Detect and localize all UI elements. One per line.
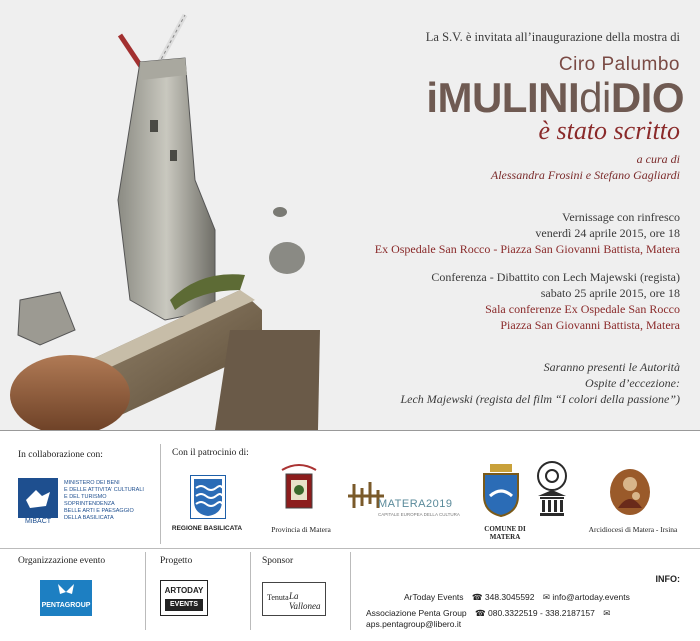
vernissage-date: venerdì 24 aprile 2015, ore 18 (535, 226, 680, 240)
info-label: INFO: (655, 574, 680, 584)
mibact-text (64, 480, 144, 522)
mibact-line-6: DELLA BASILICATA (64, 515, 114, 521)
mibact-logo (18, 478, 58, 518)
vernissage-title: Vernissage con rinfresco (562, 210, 680, 224)
valloneа-logo (262, 582, 326, 616)
provincia-caption: Provincia di Matera (271, 525, 331, 534)
artoday-logo (160, 580, 208, 616)
unesco-logo (535, 460, 569, 518)
mibact-line-5: BELLE ARTI E PAESAGGIO (64, 508, 134, 514)
arcidiocesi-caption: Arcidiocesi di Matera - Irsina (588, 525, 678, 534)
sponsor-text-b: La Valloneа (289, 591, 321, 611)
sponsor-text-a: Tenuta (267, 593, 289, 602)
info1-mail[interactable]: info@artoday.events (552, 592, 630, 602)
exhibition-title (426, 74, 684, 122)
conference-date: sabato 25 aprile 2015, ore 18 (540, 286, 680, 300)
exhibition-subtitle: è stato scritto (538, 116, 680, 145)
regione-basilicata-logo (190, 475, 226, 519)
conference-place-2: Piazza San Giovanni Battista, Matera (500, 318, 680, 332)
footer-mid-divider (0, 548, 700, 549)
patron-label: Con il patrocinio di: (172, 448, 249, 458)
artoday-text-a: ARTODAY (164, 586, 204, 595)
vernissage-place: Ex Ospedale San Rocco - Piazza San Giovanni Battista, Matera (374, 242, 680, 256)
mibact-line-1: MINISTERO DEI BENI (64, 480, 120, 486)
matera2019-sub: CAPITALE EUROPEA DELLA CULTURA (378, 512, 460, 517)
conference-title: Conferenza - Dibattito con Lech Majewski (regista) (431, 270, 680, 284)
mail-icon: ✉ (603, 608, 611, 618)
info2-phone: 080.3322519 - 338.2187157 (488, 608, 595, 618)
title-part-a: iMULINI (426, 74, 580, 121)
mibact-line-4: SOPRINTENDENZA (64, 501, 115, 507)
curators: Alessandra Frosini e Stefano Gagliardi (490, 168, 680, 182)
artist-name: Ciro Palumbo (558, 54, 680, 75)
comune-matera-logo (480, 462, 522, 518)
divider-2 (145, 552, 146, 630)
pentagroup-logo (40, 580, 92, 616)
provincia-crest-icon (278, 462, 320, 516)
note-guest-name: Lech Majewski (regista del film “I colori della passione”) (400, 392, 680, 406)
comune-crest-icon (480, 462, 522, 518)
unesco-temple-icon (535, 460, 569, 518)
info1-name: ArToday Events (404, 592, 464, 602)
arcidiocesi-logo (608, 468, 652, 516)
info2-name: Associazione Penta Group (366, 608, 467, 618)
regione-caption: REGIONE BASILICATA (171, 525, 243, 532)
mibact-line-2: E DELLE ATTIVITA' CULTURALI (64, 487, 144, 493)
mail-icon: ✉ (542, 592, 551, 602)
phone-icon: ☎ (471, 592, 483, 602)
curated-label: a cura di (636, 152, 680, 166)
provincia-matera-logo (278, 462, 320, 516)
comune-caption: COMUNE DI MATERA (484, 525, 526, 541)
org-label: Organizzazione evento (18, 556, 106, 566)
mibact-emblem-icon (18, 478, 58, 518)
footer-band (0, 430, 700, 641)
mibact-name: MiBACT (24, 518, 52, 525)
butterfly-icon (40, 580, 92, 600)
divider-3 (250, 552, 251, 630)
regione-shield-icon (191, 476, 225, 518)
footer-top-divider (0, 430, 700, 431)
matera2019-caption: MATERA2019 (378, 498, 453, 510)
mibact-line-3: E DEL TURISMO (64, 494, 107, 500)
info2-mail[interactable]: aps.pentagroup@libero.it (366, 619, 462, 629)
conference-place-1: Sala conferenze Ex Ospedale San Rocco (485, 302, 680, 316)
info1-phone: 348.3045592 (484, 592, 535, 602)
divider-1 (160, 444, 161, 544)
info-row-2 (366, 608, 700, 629)
collab-label: In collaborazione con: (18, 450, 103, 460)
invite-line: La S.V. è invitata all’inaugurazione della mostra di (425, 30, 680, 44)
divider-4 (350, 552, 351, 630)
project-label: Progetto (160, 556, 193, 566)
title-part-b: di (579, 74, 611, 121)
pentagroup-text: PENTAGROUP (41, 602, 91, 609)
phone-icon: ☎ (475, 608, 486, 618)
sponsor-label: Sponsor (262, 556, 294, 566)
note-guest: Ospite d’eccezione: (585, 376, 680, 390)
title-part-c: DIO (610, 74, 684, 121)
artoday-text-b: EVENTS (165, 599, 203, 611)
madonna-icon (608, 468, 652, 516)
info-row-1 (404, 592, 630, 603)
painting-windmill (0, 0, 330, 430)
note-authorities: Saranno presenti le Autorità (543, 360, 680, 374)
